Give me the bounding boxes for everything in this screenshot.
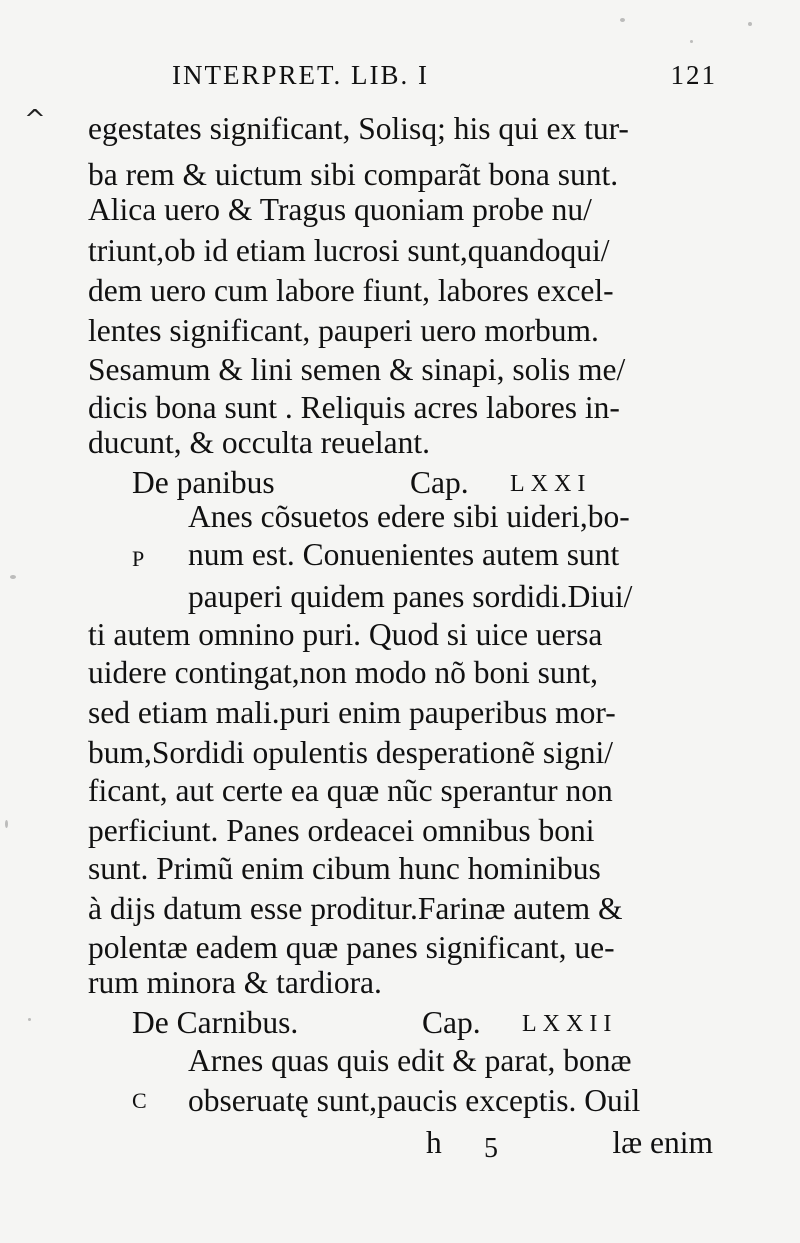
text-line: uidere contingat,non modo nõ boni sunt, xyxy=(88,655,599,690)
paper-speck xyxy=(5,820,8,828)
text-line: Sesamum & lini semen & sinapi, solis me/ xyxy=(88,352,626,387)
text-line: sunt. Primũ enim cibum hunc hominibus xyxy=(88,851,601,886)
running-header xyxy=(172,60,717,96)
text-line: à dijs datum esse proditur.Farinæ autem & xyxy=(88,891,623,926)
chapter-title: De panibus xyxy=(132,465,275,500)
catchword: læ enim xyxy=(612,1125,713,1160)
text-line: ba rem & uictum sibi comparãt bona sunt. xyxy=(88,157,619,192)
page-footer xyxy=(88,1120,713,1166)
text-line: dicis bona sunt . Reliquis acres labores in- xyxy=(88,390,620,425)
text-line: triunt,ob id etiam lucrosi sunt,quandoqui/ xyxy=(88,233,610,268)
text-line: perficiunt. Panes ordeacei omnibus boni xyxy=(88,813,595,848)
text-line: Arnes quas quis edit & parat, bonæ xyxy=(188,1043,632,1078)
text-line: lentes significant, pauperi uero morbum. xyxy=(88,313,599,348)
text-line: bum,Sordidi opulentis desperationẽ signi/ xyxy=(88,735,613,770)
signature-mark: h xyxy=(426,1125,442,1160)
initial-letter-guide: P xyxy=(132,546,145,571)
text-line: dem uero cum labore fiunt, labores excel- xyxy=(88,273,614,308)
margin-caret-mark: ^ xyxy=(24,105,46,135)
chapter-number: LXXII xyxy=(522,1011,618,1037)
text-line: ti autem omnino puri. Quod si uice uersa xyxy=(88,617,603,652)
chapter-cap-label: Cap. xyxy=(410,465,469,500)
text-line: ducunt, & occulta reuelant. xyxy=(88,425,430,460)
text-line: polentæ eadem quæ panes significant, ue- xyxy=(88,930,615,965)
chapter-title: De Carnibus. xyxy=(132,1005,299,1040)
initial-letter-guide: C xyxy=(132,1088,147,1113)
text-line: pauperi quidem panes sordidi.Diui/ xyxy=(188,579,633,614)
text-line: num est. Conuenientes autem sunt xyxy=(188,537,620,572)
running-title: INTERPRET. LIB. I xyxy=(172,60,429,90)
text-line: Anes cõsuetos edere sibi uideri,bo- xyxy=(188,499,630,534)
text-line: Alica uero & Tragus quoniam probe nu/ xyxy=(88,192,592,227)
chapter-cap-label: Cap. xyxy=(422,1005,481,1040)
text-line: rum minora & tardiora. xyxy=(88,965,382,1000)
text-line: obseruatę sunt,paucis exceptis. Ouil xyxy=(188,1083,641,1118)
text-line: sed etiam mali.puri enim pauperibus mor- xyxy=(88,695,616,730)
paper-speck xyxy=(28,1018,31,1021)
paper-speck xyxy=(10,575,16,579)
signature-number: 5 xyxy=(484,1133,498,1164)
paper-speck xyxy=(748,22,752,26)
page-number: 121 xyxy=(670,60,717,90)
text-line: ficant, aut certe ea quæ nũc sperantur non xyxy=(88,773,613,808)
paper-speck xyxy=(620,18,625,22)
chapter-number: LXXI xyxy=(510,471,592,497)
text-line: egestates significant, Solisq; his qui ex tur- xyxy=(88,111,629,146)
paper-speck xyxy=(690,40,693,43)
